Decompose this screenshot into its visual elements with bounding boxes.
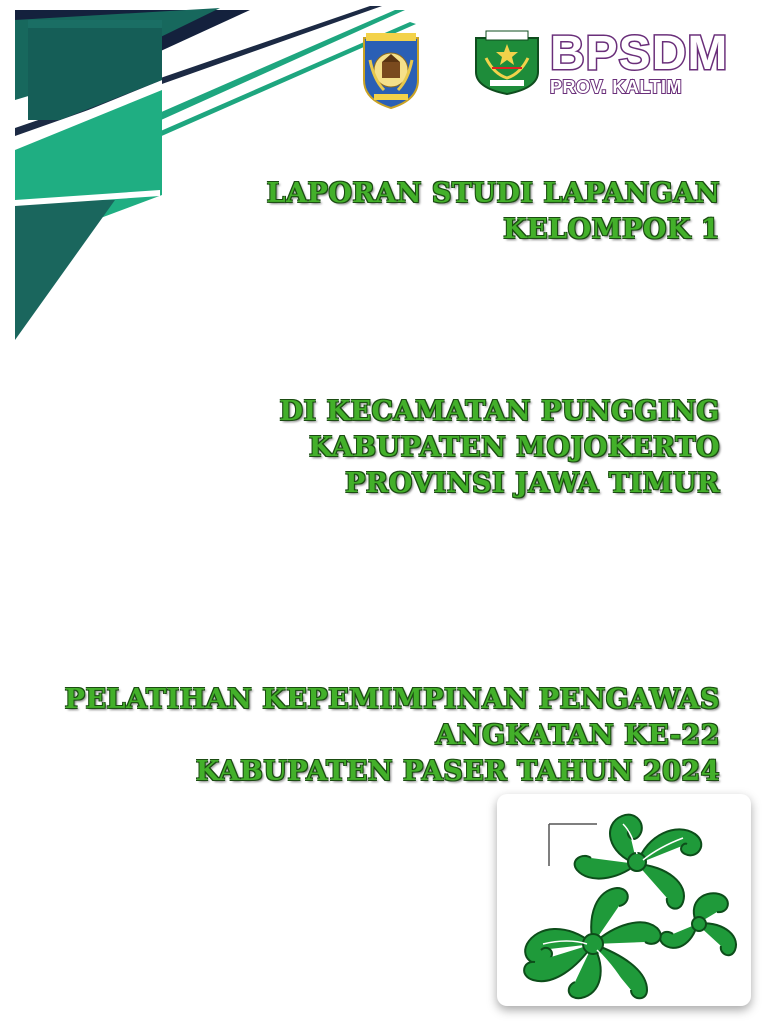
dayak-floral-ornament-icon — [497, 794, 751, 1006]
program-block — [65, 682, 720, 790]
program-line-3: KABUPATEN PASER TAHUN 2024 — [195, 756, 720, 787]
bpsdm-logo-text: BPSDM — [550, 27, 729, 80]
report-title-line-2: KELOMPOK 1 — [503, 214, 720, 245]
report-title — [267, 176, 720, 248]
bpsdm-logo-subtext: PROV. KALTIM — [550, 77, 683, 97]
kabupaten-paser-emblem-icon — [360, 30, 422, 110]
location-line-3: PROVINSI JAWA TIMUR — [345, 468, 720, 499]
location-block — [280, 394, 720, 502]
dayak-ornament-card — [497, 794, 751, 1006]
logos-row — [0, 28, 768, 108]
program-line-2: ANGKATAN KE-22 — [435, 720, 720, 751]
program-line-1: PELATIHAN KEPEMIMPINAN PENGAWAS — [64, 684, 720, 715]
report-title-line-1: LAPORAN STUDI LAPANGAN — [266, 178, 720, 209]
kalimantan-timur-emblem-icon — [472, 28, 542, 96]
bpsdm-logo — [550, 27, 729, 97]
location-line-1: DI KECAMATAN PUNGGING — [279, 396, 720, 427]
location-line-2: KABUPATEN MOJOKERTO — [308, 432, 720, 463]
